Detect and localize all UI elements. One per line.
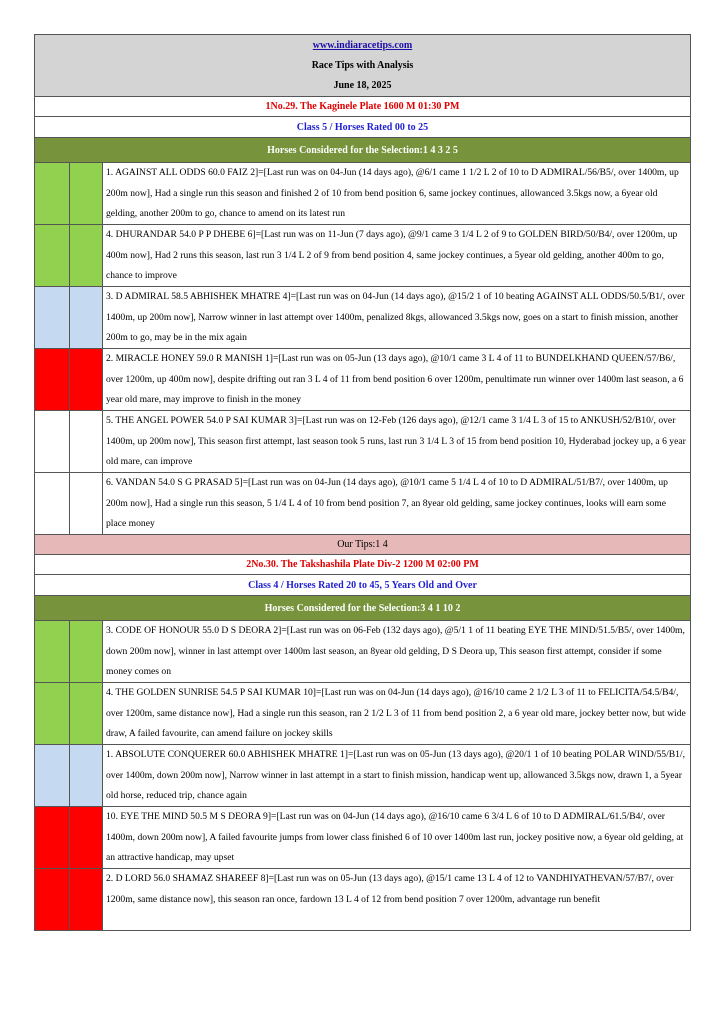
- horse-row: [35, 411, 690, 473]
- race-2-title: 2No.30. The Takshashila Plate Div-2 1200 M 02:00 PM: [35, 555, 690, 575]
- rating-cell: [70, 683, 103, 744]
- rating-cell: [35, 621, 70, 682]
- horse-analysis: 6. VANDAN 54.0 S G PRASAD 5]=[Last run was on 04-Jun (14 days ago), @10/1 came 5 1/4 L 4 of 10 to D ADMIRAL/51/B7/, over 1400m, up 200m now], Had a single run this season, 5 1/4 L 4 of 10 from bend position 7, an 8year old gelding, same jockey continues, looks will earn some place money: [106, 477, 668, 529]
- horse-analysis: 2. MIRACLE HONEY 59.0 R MANISH 1]=[Last run was on 05-Jun (13 days ago), @10/1 came 3 L 4 of 11 to BUNDELKHAND QUEEN/57/B6/, over 1200m, up 400m now], despite drifting out ran 3 L 4 of 11 from bend position 6 over 1200m, penultimate run winner over 1400m last season, a 6 year old mare, may improve to finish in the money: [106, 353, 684, 405]
- rating-cell: [35, 163, 70, 224]
- rating-cell: [35, 473, 70, 534]
- rating-cell: [70, 807, 103, 868]
- horse-analysis: 3. D ADMIRAL 58.5 ABHISHEK MHATRE 4]=[Last run was on 04-Jun (14 days ago), @15/2 1 of 10 beating AGAINST ALL ODDS/50.5/B1/, over 1400m, up 200m now], Narrow winner in last attempt over 1400m, penalized 8kgs, allowanced 3.5kgs now, goes on a start to finish mission, another 200m to go, may be in the mix again: [106, 291, 685, 343]
- rating-cell: [35, 287, 70, 348]
- horse-analysis: 2. D LORD 56.0 SHAMAZ SHAREEF 8]=[Last run was on 05-Jun (13 days ago), @15/1 came 13 L 4 of 12 to VANDHIYATHEVAN/57/B7/, over 1200m, same distance now], this season ran once, fardown 13 L 4 of 12 from bend position 7 over 1200m, advantage run benefit: [106, 873, 674, 905]
- horse-analysis: 10. EYE THE MIND 50.5 M S DEORA 9]=[Last run was on 04-Jun (14 days ago), @16/10 came 6 3/4 L 6 of 10 to D ADMIRAL/61.5/B4/, over 1400m, down 200m now], A failed favourite jumps from lower class finished 6 of 10 over 1400m last run, jockey positive now, a 6year old gelding, at an attractive handicap, may upset: [106, 811, 684, 863]
- horse-analysis: 4. DHURANDAR 54.0 P P DHEBE 6]=[Last run was on 11-Jun (7 days ago), @9/1 came 3 1/4 L 2 of 9 to GOLDEN BIRD/50/B4/, over 1200m, up 400m now], Had 2 runs this season, last run 3 1/4 L 2 of 9 from bend position 4, same jockey continues, a 5year old gelding, another 400m to go, chance to improve: [106, 229, 678, 281]
- horse-analysis: 1. ABSOLUTE CONQUERER 60.0 ABHISHEK MHATRE 1]=[Last run was on 05-Jun (13 days ago), @20/1 1 of 10 beating POLAR WIND/55/B1/, over 1400m, down 200m now], Narrow winner in last attempt in a start to finish mission, handicap went up, allowanced 3.5kgs now, drawn 1, a 5year old horse, reduced trip, chance again: [106, 749, 686, 801]
- horse-row: [35, 349, 690, 411]
- horse-row: [35, 745, 690, 807]
- rating-cell: [70, 473, 103, 534]
- rating-cell: [35, 349, 70, 410]
- horse-row: [35, 473, 690, 535]
- rating-cell: [35, 869, 70, 930]
- tips-sheet: [34, 34, 691, 931]
- sheet-date: June 18, 2025: [333, 79, 392, 91]
- horse-analysis: 5. THE ANGEL POWER 54.0 P SAI KUMAR 3]=[Last run was on 12-Feb (126 days ago), @12/1 came 3 1/4 L 3 of 15 to ANKUSH/52/B10/, over 1400m, up 200m now], This season first attempt, last season took 5 runs, last run 3 1/4 L 3 of 15 from bend position 10, Hyderabad jockey up, a 6 year old mare, can improve: [106, 415, 686, 467]
- rating-cell: [35, 745, 70, 806]
- rating-cell: [70, 621, 103, 682]
- race-1-title: 1No.29. The Kaginele Plate 1600 M 01:30 PM: [35, 97, 690, 117]
- horse-analysis: 3. CODE OF HONOUR 55.0 D S DEORA 2]=[Last run was on 06-Feb (132 days ago), @5/1 1 of 11 beating EYE THE MIND/51.5/B5/, over 1400m, down 200m now], winner in last attempt over 1400m last season, an 8year old gelding, D S Deora up, This season first attempt, consider if some money comes on: [106, 625, 685, 677]
- horse-row: [35, 287, 690, 349]
- rating-cell: [70, 745, 103, 806]
- horse-row: [35, 683, 690, 745]
- rating-cell: [70, 225, 103, 286]
- rating-cell: [70, 411, 103, 472]
- horse-analysis: 1. AGAINST ALL ODDS 60.0 FAIZ 2]=[Last run was on 04-Jun (14 days ago), @6/1 came 1 1/2 L 2 of 10 to D ADMIRAL/56/B5/, over 1400m, up 200m now], Had a single run this season and finished 2 of 10 from bend position 6, same jockey continues, allowanced 3.5kgs now, a 6year old gelding, another 200m to go, chance to amend on its latest run: [106, 167, 679, 219]
- race-1-class: Class 5 / Horses Rated 00 to 25: [35, 117, 690, 138]
- site-link[interactable]: www.indiaracetips.com: [312, 39, 413, 51]
- horse-row: [35, 225, 690, 287]
- race-2-considered: Horses Considered for the Selection:3 4 1 10 2: [35, 596, 690, 621]
- race-1-considered: Horses Considered for the Selection:1 4 3 2 5: [35, 138, 690, 163]
- rating-cell: [35, 411, 70, 472]
- rating-cell: [70, 163, 103, 224]
- horse-row: [35, 807, 690, 869]
- horse-row: [35, 621, 690, 683]
- rating-cell: [35, 225, 70, 286]
- rating-cell: [70, 287, 103, 348]
- rating-cell: [35, 807, 70, 868]
- rating-cell: [35, 683, 70, 744]
- horse-row: [35, 869, 690, 931]
- sheet-header: [35, 35, 690, 97]
- horse-analysis: 4. THE GOLDEN SUNRISE 54.5 P SAI KUMAR 10]=[Last run was on 04-Jun (14 days ago), @16/10 came 2 1/2 L 3 of 11 to FELICITA/54.5/B4/, over 1200m, same distance now], Had a single run this season, ran 2 1/2 L 3 of 11 from bend position 2, a 6 year old mare, jockey better now, but wide draw, A failed favourite, can amend failure on jockey skills: [106, 687, 686, 739]
- rating-cell: [70, 869, 103, 930]
- race-2-class: Class 4 / Horses Rated 20 to 45, 5 Years Old and Over: [35, 575, 690, 596]
- rating-cell: [70, 349, 103, 410]
- horse-row: [35, 163, 690, 225]
- sheet-subtitle: Race Tips with Analysis: [311, 59, 414, 71]
- race-1-tips: Our Tips:1 4: [35, 535, 690, 555]
- tips-table: [34, 34, 691, 931]
